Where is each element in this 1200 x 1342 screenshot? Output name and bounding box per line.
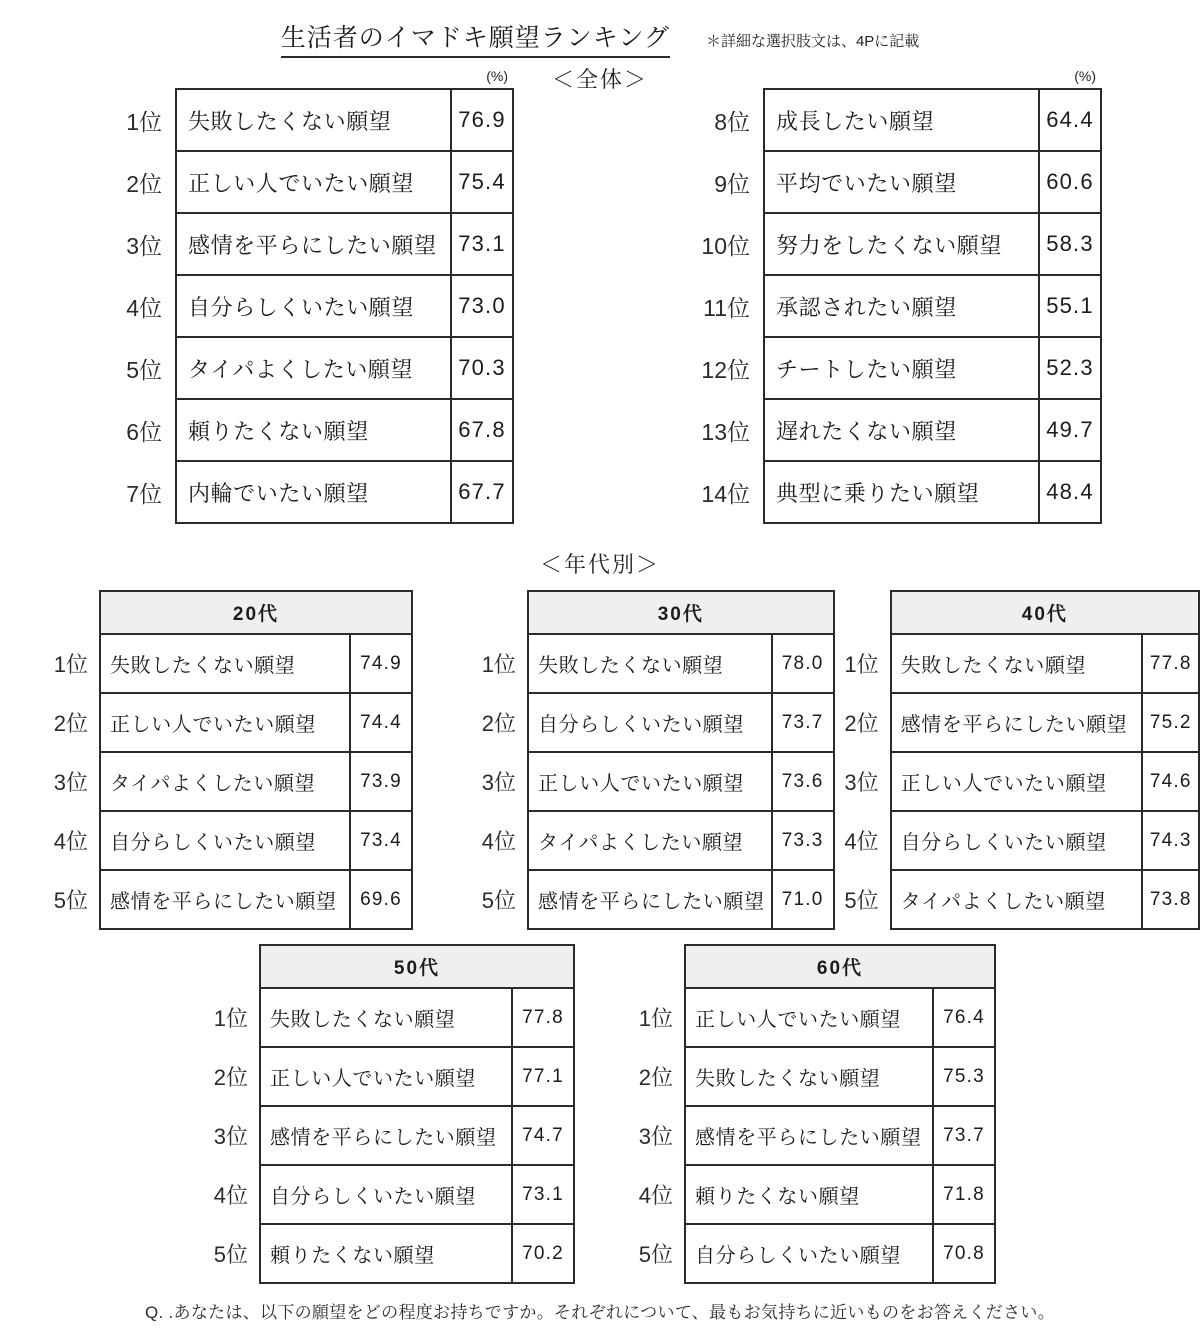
table-row bbox=[468, 811, 834, 870]
rank-label: 3位 bbox=[481, 770, 516, 795]
ranking-item-value: 70.2 bbox=[512, 1224, 574, 1283]
ranking-item-name: タイパよくしたい願望 bbox=[891, 870, 1143, 929]
rank-label: 4位 bbox=[53, 829, 88, 854]
age-group-header-row bbox=[200, 945, 574, 988]
table-row bbox=[625, 988, 995, 1047]
table-row bbox=[686, 89, 1101, 151]
ranking-item-value: 73.8 bbox=[1142, 870, 1199, 929]
page-title: 生活者のイマドキ願望ランキング bbox=[281, 18, 670, 58]
ranking-item-name: チートしたい願望 bbox=[764, 337, 1039, 399]
ranking-item-value: 73.4 bbox=[350, 811, 412, 870]
rank-label: 4位 bbox=[126, 294, 162, 321]
ranking-item-value: 73.7 bbox=[772, 693, 834, 752]
table-row bbox=[98, 399, 513, 461]
overall-right-column bbox=[686, 68, 1102, 524]
age-table-50s bbox=[200, 944, 575, 1284]
ranking-item-name: タイパよくしたい願望 bbox=[528, 811, 772, 870]
table-row bbox=[625, 1047, 995, 1106]
ranking-item-name: 典型に乗りたい願望 bbox=[764, 461, 1039, 523]
rank-label: 10位 bbox=[701, 232, 750, 259]
table-row bbox=[200, 988, 574, 1047]
ranking-item-name: 頼りたくない願望 bbox=[260, 1224, 512, 1283]
ranking-item-name: 失敗したくない願望 bbox=[528, 634, 772, 693]
ranking-item-name: 正しい人でいたい願望 bbox=[528, 752, 772, 811]
ranking-item-name: 失敗したくない願望 bbox=[891, 634, 1143, 693]
age-group-header-row bbox=[40, 591, 412, 634]
table-row bbox=[625, 1165, 995, 1224]
ranking-item-value: 75.3 bbox=[933, 1047, 995, 1106]
table-row bbox=[98, 213, 513, 275]
table-row bbox=[40, 634, 412, 693]
ranking-item-name: 自分らしくいたい願望 bbox=[176, 275, 451, 337]
table-row bbox=[835, 811, 1199, 870]
rank-label: 1位 bbox=[213, 1006, 248, 1031]
ranking-item-value: 78.0 bbox=[772, 634, 834, 693]
header-spacer bbox=[200, 945, 260, 988]
table-row bbox=[200, 1224, 574, 1283]
ranking-item-value: 58.3 bbox=[1039, 213, 1101, 275]
table-row bbox=[686, 399, 1101, 461]
ranking-item-value: 74.9 bbox=[350, 634, 412, 693]
age-group-header: 60代 bbox=[685, 945, 995, 988]
table-row bbox=[98, 151, 513, 213]
ranking-item-value: 52.3 bbox=[1039, 337, 1101, 399]
table-row bbox=[835, 752, 1199, 811]
age-table-50s-grid bbox=[200, 944, 575, 1284]
ranking-item-value: 70.8 bbox=[933, 1224, 995, 1283]
rank-label: 4位 bbox=[481, 829, 516, 854]
rank-label: 5位 bbox=[126, 356, 162, 383]
table-row bbox=[468, 693, 834, 752]
rank-label: 9位 bbox=[714, 170, 750, 197]
ranking-item-name: 感情を平らにしたい願望 bbox=[176, 213, 451, 275]
ranking-item-value: 74.6 bbox=[1142, 752, 1199, 811]
ranking-item-value: 73.3 bbox=[772, 811, 834, 870]
ranking-item-value: 67.8 bbox=[451, 399, 513, 461]
ranking-item-value: 73.9 bbox=[350, 752, 412, 811]
ranking-item-value: 64.4 bbox=[1039, 89, 1101, 151]
rank-label: 4位 bbox=[638, 1183, 673, 1208]
table-row bbox=[468, 870, 834, 929]
ranking-item-value: 77.8 bbox=[512, 988, 574, 1047]
table-row bbox=[98, 89, 513, 151]
rank-label: 11位 bbox=[703, 294, 750, 321]
rank-label: 5位 bbox=[213, 1242, 248, 1267]
ranking-item-value: 48.4 bbox=[1039, 461, 1101, 523]
rank-label: 2位 bbox=[844, 711, 879, 736]
rank-label: 1位 bbox=[53, 652, 88, 677]
age-group-header: 20代 bbox=[100, 591, 412, 634]
section-heading-overall: ＜全体＞ bbox=[551, 67, 648, 92]
ranking-item-name: 正しい人でいたい願望 bbox=[260, 1047, 512, 1106]
ranking-item-name: 失敗したくない願望 bbox=[260, 988, 512, 1047]
rank-label: 14位 bbox=[701, 480, 750, 507]
percent-caption-left: (%) bbox=[486, 68, 508, 84]
age-table-60s bbox=[625, 944, 996, 1284]
page-header bbox=[0, 18, 1200, 58]
age-group-header-row bbox=[468, 591, 834, 634]
table-row bbox=[468, 752, 834, 811]
ranking-item-value: 49.7 bbox=[1039, 399, 1101, 461]
ranking-item-name: 感情を平らにしたい願望 bbox=[100, 870, 350, 929]
rank-label: 1位 bbox=[638, 1006, 673, 1031]
ranking-item-name: 自分らしくいたい願望 bbox=[891, 811, 1143, 870]
ranking-item-name: 正しい人でいたい願望 bbox=[176, 151, 451, 213]
rank-label: 5位 bbox=[638, 1242, 673, 1267]
ranking-item-value: 74.3 bbox=[1142, 811, 1199, 870]
rank-label: 1位 bbox=[481, 652, 516, 677]
table-row bbox=[200, 1047, 574, 1106]
table-row bbox=[835, 634, 1199, 693]
ranking-item-name: 自分らしくいたい願望 bbox=[100, 811, 350, 870]
ranking-item-value: 73.1 bbox=[512, 1165, 574, 1224]
ranking-item-name: 失敗したくない願望 bbox=[176, 89, 451, 151]
rank-label: 2位 bbox=[481, 711, 516, 736]
age-table-30s bbox=[468, 590, 835, 930]
rank-label: 7位 bbox=[126, 480, 162, 507]
ranking-item-value: 60.6 bbox=[1039, 151, 1101, 213]
ranking-item-value: 76.9 bbox=[451, 89, 513, 151]
ranking-item-value: 70.3 bbox=[451, 337, 513, 399]
table-row bbox=[98, 275, 513, 337]
table-row bbox=[200, 1106, 574, 1165]
ranking-item-value: 55.1 bbox=[1039, 275, 1101, 337]
ranking-item-value: 73.1 bbox=[451, 213, 513, 275]
header-spacer bbox=[40, 591, 100, 634]
table-row bbox=[835, 693, 1199, 752]
age-group-header-row bbox=[835, 591, 1199, 634]
rank-label: 3位 bbox=[53, 770, 88, 795]
ranking-item-name: 感情を平らにしたい願望 bbox=[528, 870, 772, 929]
ranking-item-name: 感情を平らにしたい願望 bbox=[891, 693, 1143, 752]
ranking-item-value: 74.7 bbox=[512, 1106, 574, 1165]
rank-label: 3位 bbox=[638, 1124, 673, 1149]
table-row bbox=[625, 1224, 995, 1283]
rank-label: 5位 bbox=[53, 888, 88, 913]
rank-label: 5位 bbox=[481, 888, 516, 913]
ranking-item-name: 失敗したくない願望 bbox=[100, 634, 350, 693]
rank-label: 3位 bbox=[844, 770, 879, 795]
ranking-item-name: 頼りたくない願望 bbox=[685, 1165, 933, 1224]
overall-left-table bbox=[98, 88, 514, 524]
rank-label: 4位 bbox=[844, 829, 879, 854]
rank-label: 3位 bbox=[213, 1124, 248, 1149]
ranking-item-name: 感情を平らにしたい願望 bbox=[260, 1106, 512, 1165]
rank-label: 1位 bbox=[844, 652, 879, 677]
overall-right-table bbox=[686, 88, 1102, 524]
age-group-header: 40代 bbox=[891, 591, 1199, 634]
ranking-item-name: 頼りたくない願望 bbox=[176, 399, 451, 461]
rank-label: 1位 bbox=[126, 108, 162, 135]
ranking-item-name: 感情を平らにしたい願望 bbox=[685, 1106, 933, 1165]
table-row bbox=[98, 461, 513, 523]
age-group-header: 50代 bbox=[260, 945, 574, 988]
table-row bbox=[40, 693, 412, 752]
title-footnote: ＊詳細な選択肢文は、4Pに記載 bbox=[705, 33, 920, 50]
ranking-item-value: 77.1 bbox=[512, 1047, 574, 1106]
rank-label: 2位 bbox=[638, 1065, 673, 1090]
ranking-item-value: 74.4 bbox=[350, 693, 412, 752]
ranking-item-name: 承認されたい願望 bbox=[764, 275, 1039, 337]
rank-label: 3位 bbox=[126, 232, 162, 259]
ranking-item-name: 遅れたくない願望 bbox=[764, 399, 1039, 461]
table-row bbox=[468, 634, 834, 693]
age-group-header-row bbox=[625, 945, 995, 988]
header-spacer bbox=[468, 591, 528, 634]
rank-label: 12位 bbox=[701, 356, 750, 383]
survey-question-note: Q. .あなたは、以下の願望をどの程度お持ちですか。それぞれについて、最もお気持ちに近いものをお答えください。 bbox=[144, 1303, 1056, 1322]
rank-label: 8位 bbox=[714, 108, 750, 135]
rank-label: 2位 bbox=[213, 1065, 248, 1090]
ranking-item-value: 77.8 bbox=[1142, 634, 1199, 693]
table-row bbox=[98, 337, 513, 399]
percent-caption-right: (%) bbox=[1074, 68, 1096, 84]
ranking-item-value: 73.0 bbox=[451, 275, 513, 337]
age-table-20s bbox=[40, 590, 413, 930]
ranking-item-name: 内輪でいたい願望 bbox=[176, 461, 451, 523]
rank-label: 2位 bbox=[53, 711, 88, 736]
table-row bbox=[200, 1165, 574, 1224]
section-heading-by-age: ＜年代別＞ bbox=[539, 552, 660, 577]
ranking-item-value: 73.7 bbox=[933, 1106, 995, 1165]
ranking-item-name: 平均でいたい願望 bbox=[764, 151, 1039, 213]
table-row bbox=[686, 213, 1101, 275]
ranking-item-value: 69.6 bbox=[350, 870, 412, 929]
overall-left-column bbox=[98, 68, 514, 524]
ranking-item-value: 67.7 bbox=[451, 461, 513, 523]
age-table-40s bbox=[835, 590, 1200, 930]
age-table-20s-grid bbox=[40, 590, 413, 930]
age-table-60s-grid bbox=[625, 944, 996, 1284]
age-table-30s-grid bbox=[468, 590, 835, 930]
table-row bbox=[40, 752, 412, 811]
rank-label: 4位 bbox=[213, 1183, 248, 1208]
rank-label: 13位 bbox=[701, 418, 750, 445]
ranking-item-value: 73.6 bbox=[772, 752, 834, 811]
ranking-item-value: 75.2 bbox=[1142, 693, 1199, 752]
ranking-item-value: 71.0 bbox=[772, 870, 834, 929]
table-row bbox=[40, 811, 412, 870]
ranking-item-name: 正しい人でいたい願望 bbox=[100, 693, 350, 752]
ranking-item-name: タイパよくしたい願望 bbox=[100, 752, 350, 811]
ranking-item-name: 自分らしくいたい願望 bbox=[528, 693, 772, 752]
ranking-item-value: 71.8 bbox=[933, 1165, 995, 1224]
ranking-item-name: 努力をしたくない願望 bbox=[764, 213, 1039, 275]
ranking-item-name: 成長したい願望 bbox=[764, 89, 1039, 151]
ranking-item-name: 自分らしくいたい願望 bbox=[260, 1165, 512, 1224]
rank-label: 6位 bbox=[126, 418, 162, 445]
ranking-item-name: 失敗したくない願望 bbox=[685, 1047, 933, 1106]
age-table-40s-grid bbox=[835, 590, 1200, 930]
table-row bbox=[686, 461, 1101, 523]
ranking-item-name: 正しい人でいたい願望 bbox=[891, 752, 1143, 811]
table-row bbox=[625, 1106, 995, 1165]
header-spacer bbox=[625, 945, 685, 988]
header-spacer bbox=[835, 591, 891, 634]
age-group-header: 30代 bbox=[528, 591, 834, 634]
rank-label: 2位 bbox=[126, 170, 162, 197]
ranking-item-name: 自分らしくいたい願望 bbox=[685, 1224, 933, 1283]
table-row bbox=[686, 275, 1101, 337]
table-row bbox=[40, 870, 412, 929]
ranking-item-value: 76.4 bbox=[933, 988, 995, 1047]
ranking-item-name: タイパよくしたい願望 bbox=[176, 337, 451, 399]
table-row bbox=[835, 870, 1199, 929]
ranking-item-name: 正しい人でいたい願望 bbox=[685, 988, 933, 1047]
table-row bbox=[686, 337, 1101, 399]
ranking-item-value: 75.4 bbox=[451, 151, 513, 213]
table-row bbox=[686, 151, 1101, 213]
rank-label: 5位 bbox=[844, 888, 879, 913]
